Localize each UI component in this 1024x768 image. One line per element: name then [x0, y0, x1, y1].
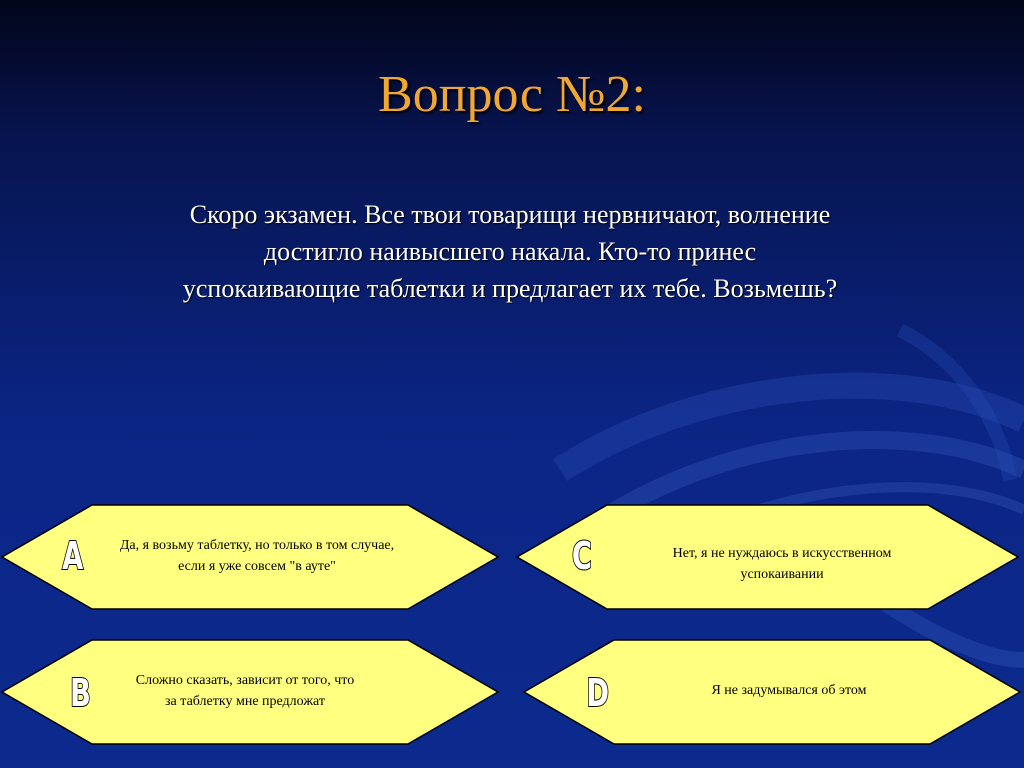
answer-d-text: Я не задумывался об этом [711, 683, 867, 698]
answer-b-letter: B [70, 671, 91, 715]
question-line: достигло наивысшего накала. Кто-то принес [263, 237, 757, 266]
slide-title: Вопрос №2: [378, 66, 646, 123]
answer-d-letter: D [586, 671, 610, 715]
answer-b-button[interactable] [0, 638, 500, 746]
answer-c-text: Нет, я не нуждаюсь в искусственном успокаивании [672, 546, 892, 582]
answer-c-button[interactable] [515, 503, 1020, 611]
question-text [70, 196, 950, 307]
answer-a-letter: A [62, 534, 84, 578]
answer-a-button[interactable] [0, 503, 500, 611]
answer-c-letter: C [571, 534, 592, 578]
answer-d-button[interactable] [522, 638, 1022, 746]
answer-a-text: Да, я возьму таблетку, но только в том случае, если я уже совсем "в ауте" [119, 538, 395, 574]
question-line: Скоро экзамен. Все твои товарищи нервничают, волнение [189, 200, 831, 229]
question-line: успокаивающие таблетки и предлагает их тебе. Возьмешь? [182, 274, 838, 303]
answer-b-text: Сложно сказать, зависит от того, что за таблетку мне предложат [135, 673, 355, 709]
